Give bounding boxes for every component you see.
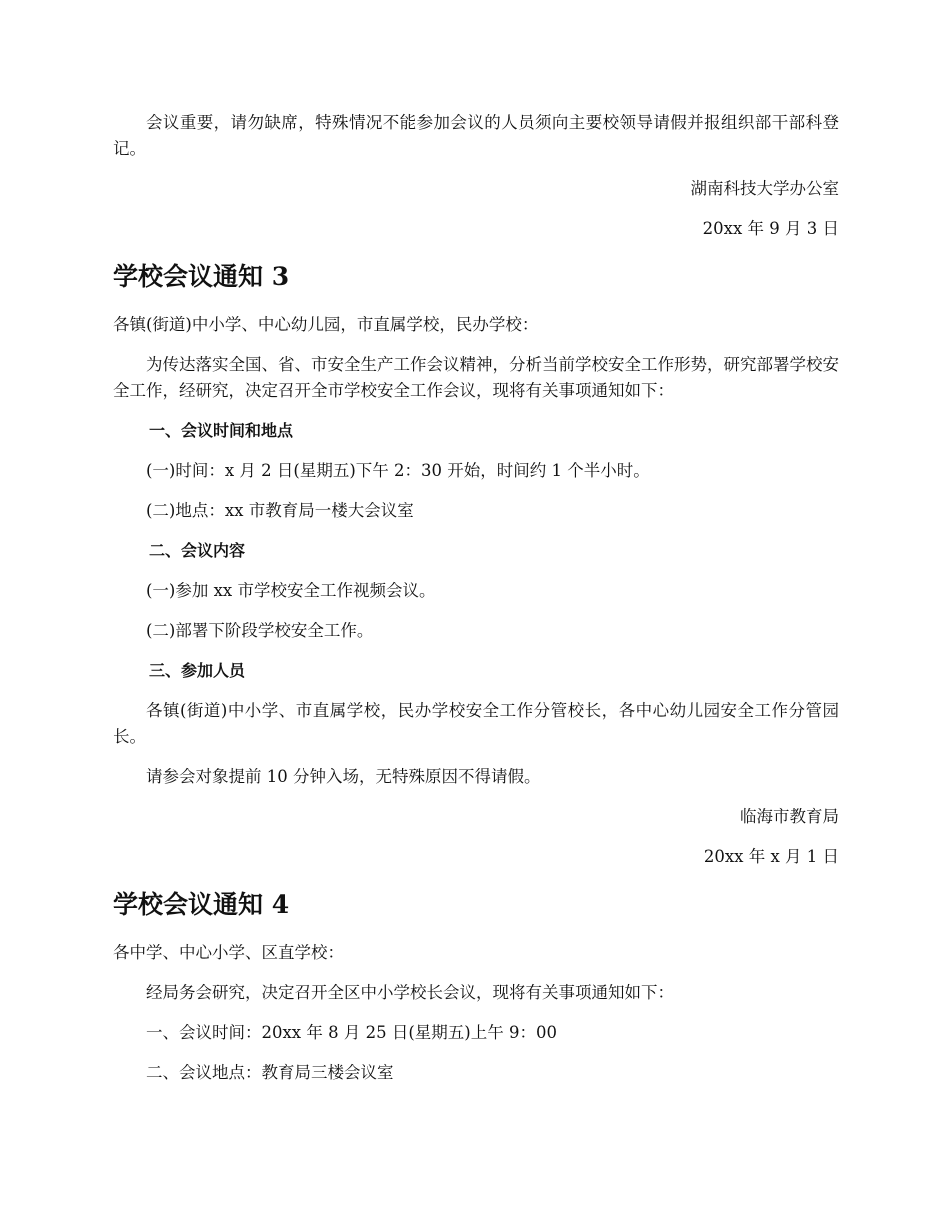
subheading-time-place: 一、会议时间和地点 [149, 421, 294, 440]
intro-paragraph: 经局务会研究，决定召开全区中小学校长会议，现将有关事项通知如下： [146, 983, 674, 1002]
meeting-place: (二)地点：xx 市教育局一楼大会议室 [146, 501, 414, 520]
content-item-2: (二)部署下阶段学校安全工作。 [146, 621, 374, 640]
meeting-time: (一)时间：x 月 2 日(星期五)下午 2：30 开始，时间约 1 个半小时。 [146, 461, 650, 480]
subheading-content: 二、会议内容 [149, 541, 246, 560]
signature-date: 20xx 年 x 月 1 日 [703, 847, 839, 866]
document-page [113, 110, 839, 1100]
salutation: 各镇(街道)中小学、中心幼儿园，市直属学校，民办学校： [113, 315, 539, 334]
intro-paragraph: 为传达落实全国、省、市安全生产工作会议精神，分析当前学校安全工作形势，研究部署学校安全工作，经研究，决定召开全市学校安全工作会议，现将有关事项通知如下： [113, 355, 839, 400]
meeting-time: 一、会议时间：20xx 年 8 月 25 日(星期五)上午 9：00 [146, 1023, 557, 1042]
signature-organization: 湖南科技大学办公室 [690, 179, 839, 198]
section-title-4: 学校会议通知 4 [113, 890, 290, 919]
signature-organization: 临海市教育局 [740, 807, 839, 826]
meeting-place: 二、会议地点：教育局三楼会议室 [146, 1063, 394, 1082]
content-item-1: (一)参加 xx 市学校安全工作视频会议。 [146, 581, 436, 600]
section-title-3: 学校会议通知 3 [113, 262, 290, 291]
closing-paragraph: 会议重要，请勿缺席，特殊情况不能参加会议的人员须向主要校领导请假并报组织部干部科登记。 [113, 113, 839, 158]
signature-date: 20xx 年 9 月 3 日 [702, 219, 839, 238]
participants-paragraph: 各镇(街道)中小学、市直属学校，民办学校安全工作分管校长，各中心幼儿园安全工作分管园长。 [113, 701, 839, 746]
salutation: 各中学、中心小学、区直学校： [113, 943, 344, 962]
attendance-note: 请参会对象提前 10 分钟入场，无特殊原因不得请假。 [146, 767, 541, 786]
subheading-participants: 三、参加人员 [149, 661, 246, 680]
